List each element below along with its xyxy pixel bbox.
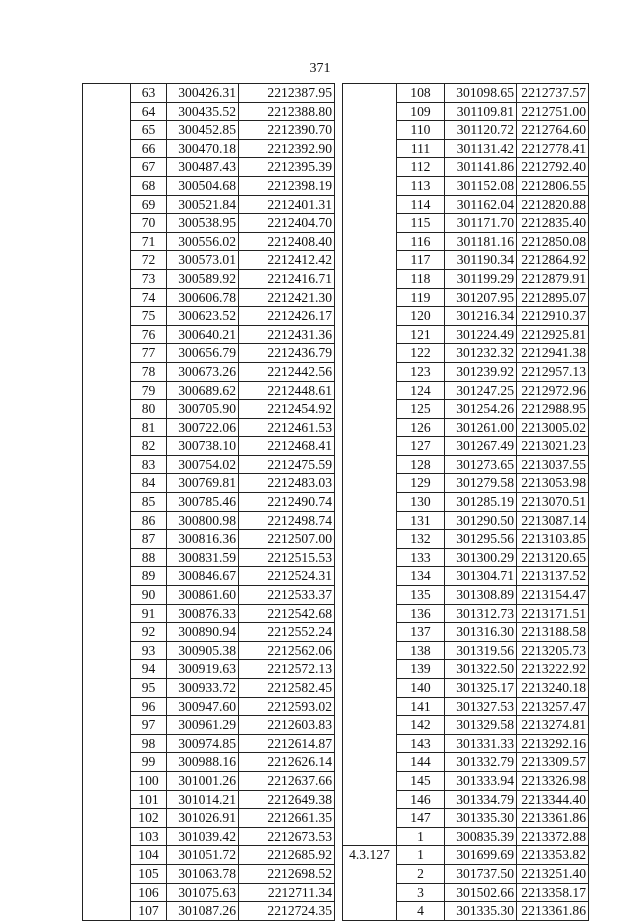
point-number: 72 — [131, 251, 167, 270]
x-coordinate: 301063.78 — [167, 864, 239, 883]
point-number: 130 — [397, 493, 445, 512]
point-number: 75 — [131, 307, 167, 326]
x-coordinate: 300722.06 — [167, 418, 239, 437]
point-number: 96 — [131, 697, 167, 716]
point-number: 114 — [397, 195, 445, 214]
y-coordinate: 2212925.81 — [517, 325, 589, 344]
y-coordinate: 2212864.92 — [517, 251, 589, 270]
y-coordinate: 2213361.86 — [517, 902, 589, 921]
y-coordinate: 2212395.39 — [239, 158, 335, 177]
point-number: 147 — [397, 809, 445, 828]
point-number: 144 — [397, 753, 445, 772]
x-coordinate: 300452.85 — [167, 121, 239, 140]
y-coordinate: 2212603.83 — [239, 716, 335, 735]
point-number: 78 — [131, 362, 167, 381]
x-coordinate: 300754.02 — [167, 455, 239, 474]
point-number: 94 — [131, 660, 167, 679]
y-coordinate: 2213070.51 — [517, 493, 589, 512]
x-coordinate: 300835.39 — [445, 827, 517, 846]
x-coordinate: 301502.66 — [445, 883, 517, 902]
x-coordinate: 301699.69 — [445, 846, 517, 865]
point-number: 66 — [131, 139, 167, 158]
y-coordinate: 2212957.13 — [517, 362, 589, 381]
x-coordinate: 300673.26 — [167, 362, 239, 381]
page-number: 371 — [309, 61, 331, 76]
y-coordinate: 2212404.70 — [239, 214, 335, 233]
coordinate-table-right — [342, 83, 589, 921]
point-number: 113 — [397, 176, 445, 195]
point-number: 117 — [397, 251, 445, 270]
y-coordinate: 2212820.88 — [517, 195, 589, 214]
point-number: 64 — [131, 102, 167, 121]
point-number: 142 — [397, 716, 445, 735]
x-coordinate: 300947.60 — [167, 697, 239, 716]
point-number: 101 — [131, 790, 167, 809]
x-coordinate: 301190.34 — [445, 251, 517, 270]
y-coordinate: 2213188.58 — [517, 623, 589, 642]
point-number: 70 — [131, 214, 167, 233]
point-number: 136 — [397, 604, 445, 623]
y-coordinate: 2213005.02 — [517, 418, 589, 437]
point-number: 100 — [131, 771, 167, 790]
x-coordinate: 301247.25 — [445, 381, 517, 400]
y-coordinate: 2212552.24 — [239, 623, 335, 642]
y-coordinate: 2212468.41 — [239, 437, 335, 456]
y-coordinate: 2212448.61 — [239, 381, 335, 400]
point-number: 135 — [397, 586, 445, 605]
y-coordinate: 2212582.45 — [239, 679, 335, 698]
y-coordinate: 2212941.38 — [517, 344, 589, 363]
y-coordinate: 2212515.53 — [239, 548, 335, 567]
x-coordinate: 301014.21 — [167, 790, 239, 809]
point-number: 73 — [131, 269, 167, 288]
point-number: 146 — [397, 790, 445, 809]
point-number: 85 — [131, 493, 167, 512]
y-coordinate: 2213372.88 — [517, 827, 589, 846]
x-coordinate: 301239.92 — [445, 362, 517, 381]
x-coordinate: 301098.65 — [445, 84, 517, 103]
y-coordinate: 2212661.35 — [239, 809, 335, 828]
point-number: 98 — [131, 734, 167, 753]
point-number: 138 — [397, 641, 445, 660]
point-number: 118 — [397, 269, 445, 288]
y-coordinate: 2212910.37 — [517, 307, 589, 326]
x-coordinate: 300538.95 — [167, 214, 239, 233]
y-coordinate: 2213037.55 — [517, 455, 589, 474]
point-number: 1 — [397, 827, 445, 846]
x-coordinate: 300961.29 — [167, 716, 239, 735]
point-number: 129 — [397, 474, 445, 493]
x-coordinate: 301087.26 — [167, 902, 239, 921]
point-number: 92 — [131, 623, 167, 642]
y-coordinate: 2212562.06 — [239, 641, 335, 660]
y-coordinate: 2212412.42 — [239, 251, 335, 270]
x-coordinate: 300470.18 — [167, 139, 239, 158]
x-coordinate: 301319.56 — [445, 641, 517, 660]
y-coordinate: 2212461.53 — [239, 418, 335, 437]
y-coordinate: 2213344.40 — [517, 790, 589, 809]
y-coordinate: 2212426.17 — [239, 307, 335, 326]
y-coordinate: 2212533.37 — [239, 586, 335, 605]
x-coordinate: 300933.72 — [167, 679, 239, 698]
point-number: 123 — [397, 362, 445, 381]
point-number: 139 — [397, 660, 445, 679]
x-coordinate: 301109.81 — [445, 102, 517, 121]
y-coordinate: 2213358.17 — [517, 883, 589, 902]
table-row — [343, 84, 589, 103]
y-coordinate: 2212711.34 — [239, 883, 335, 902]
y-coordinate: 2212408.40 — [239, 232, 335, 251]
y-coordinate: 2213274.81 — [517, 716, 589, 735]
coordinate-table-left — [82, 83, 335, 921]
point-number: 67 — [131, 158, 167, 177]
point-number: 87 — [131, 530, 167, 549]
y-coordinate: 2212626.14 — [239, 753, 335, 772]
x-coordinate: 301304.71 — [445, 567, 517, 586]
y-coordinate: 2212431.36 — [239, 325, 335, 344]
point-number: 128 — [397, 455, 445, 474]
y-coordinate: 2213103.85 — [517, 530, 589, 549]
point-number: 140 — [397, 679, 445, 698]
section-cell — [343, 84, 397, 846]
point-number: 1 — [397, 846, 445, 865]
point-number: 88 — [131, 548, 167, 567]
point-number: 80 — [131, 400, 167, 419]
y-coordinate: 2212442.56 — [239, 362, 335, 381]
x-coordinate: 301224.49 — [445, 325, 517, 344]
x-coordinate: 300656.79 — [167, 344, 239, 363]
x-coordinate: 300988.16 — [167, 753, 239, 772]
x-coordinate: 301120.72 — [445, 121, 517, 140]
y-coordinate: 2212507.00 — [239, 530, 335, 549]
x-coordinate: 300974.85 — [167, 734, 239, 753]
point-number: 4 — [397, 902, 445, 921]
point-number: 84 — [131, 474, 167, 493]
y-coordinate: 2212724.35 — [239, 902, 335, 921]
point-number: 74 — [131, 288, 167, 307]
point-number: 91 — [131, 604, 167, 623]
y-coordinate: 2212436.79 — [239, 344, 335, 363]
point-number: 109 — [397, 102, 445, 121]
y-coordinate: 2212392.90 — [239, 139, 335, 158]
point-number: 115 — [397, 214, 445, 233]
x-coordinate: 301162.04 — [445, 195, 517, 214]
x-coordinate: 300831.59 — [167, 548, 239, 567]
y-coordinate: 2212387.95 — [239, 84, 335, 103]
x-coordinate: 301232.32 — [445, 344, 517, 363]
x-coordinate: 301290.50 — [445, 511, 517, 530]
y-coordinate: 2213240.18 — [517, 679, 589, 698]
point-number: 3 — [397, 883, 445, 902]
point-number: 126 — [397, 418, 445, 437]
x-coordinate: 301199.29 — [445, 269, 517, 288]
y-coordinate: 2212490.74 — [239, 493, 335, 512]
point-number: 121 — [397, 325, 445, 344]
point-number: 97 — [131, 716, 167, 735]
x-coordinate: 300905.38 — [167, 641, 239, 660]
y-coordinate: 2213053.98 — [517, 474, 589, 493]
point-number: 102 — [131, 809, 167, 828]
point-number: 90 — [131, 586, 167, 605]
point-number: 63 — [131, 84, 167, 103]
y-coordinate: 2213251.40 — [517, 864, 589, 883]
x-coordinate: 301329.58 — [445, 716, 517, 735]
x-coordinate: 301001.26 — [167, 771, 239, 790]
point-number: 124 — [397, 381, 445, 400]
x-coordinate: 300573.01 — [167, 251, 239, 270]
x-coordinate: 300876.33 — [167, 604, 239, 623]
point-number: 65 — [131, 121, 167, 140]
y-coordinate: 2212637.66 — [239, 771, 335, 790]
y-coordinate: 2212737.57 — [517, 84, 589, 103]
point-number: 110 — [397, 121, 445, 140]
x-coordinate: 301335.30 — [445, 902, 517, 921]
y-coordinate: 2213309.57 — [517, 753, 589, 772]
x-coordinate: 300816.36 — [167, 530, 239, 549]
y-coordinate: 2212401.31 — [239, 195, 335, 214]
y-coordinate: 2212835.40 — [517, 214, 589, 233]
point-number: 107 — [131, 902, 167, 921]
point-number: 122 — [397, 344, 445, 363]
x-coordinate: 301285.19 — [445, 493, 517, 512]
point-number: 127 — [397, 437, 445, 456]
x-coordinate: 301051.72 — [167, 846, 239, 865]
y-coordinate: 2212498.74 — [239, 511, 335, 530]
y-coordinate: 2212524.31 — [239, 567, 335, 586]
section-cell — [83, 84, 131, 921]
point-number: 137 — [397, 623, 445, 642]
y-coordinate: 2212388.80 — [239, 102, 335, 121]
x-coordinate: 301181.16 — [445, 232, 517, 251]
point-number: 77 — [131, 344, 167, 363]
y-coordinate: 2213361.86 — [517, 809, 589, 828]
y-coordinate: 2213257.47 — [517, 697, 589, 716]
point-number: 119 — [397, 288, 445, 307]
x-coordinate: 301039.42 — [167, 827, 239, 846]
y-coordinate: 2213120.65 — [517, 548, 589, 567]
point-number: 120 — [397, 307, 445, 326]
point-number: 103 — [131, 827, 167, 846]
x-coordinate: 300606.78 — [167, 288, 239, 307]
point-number: 125 — [397, 400, 445, 419]
point-number: 112 — [397, 158, 445, 177]
point-number: 116 — [397, 232, 445, 251]
x-coordinate: 301308.89 — [445, 586, 517, 605]
x-coordinate: 301207.95 — [445, 288, 517, 307]
x-coordinate: 301254.26 — [445, 400, 517, 419]
x-coordinate: 301322.50 — [445, 660, 517, 679]
x-coordinate: 301026.91 — [167, 809, 239, 828]
y-coordinate: 2212542.68 — [239, 604, 335, 623]
point-number: 134 — [397, 567, 445, 586]
section-id: 4.3.127 — [343, 846, 397, 920]
x-coordinate: 301335.30 — [445, 809, 517, 828]
x-coordinate: 301152.08 — [445, 176, 517, 195]
point-number: 81 — [131, 418, 167, 437]
x-coordinate: 301300.29 — [445, 548, 517, 567]
x-coordinate: 301171.70 — [445, 214, 517, 233]
x-coordinate: 300435.52 — [167, 102, 239, 121]
y-coordinate: 2212614.87 — [239, 734, 335, 753]
point-number: 86 — [131, 511, 167, 530]
point-number: 95 — [131, 679, 167, 698]
x-coordinate: 300861.60 — [167, 586, 239, 605]
y-coordinate: 2212778.41 — [517, 139, 589, 158]
y-coordinate: 2212850.08 — [517, 232, 589, 251]
x-coordinate: 300705.90 — [167, 400, 239, 419]
y-coordinate: 2212806.55 — [517, 176, 589, 195]
x-coordinate: 301737.50 — [445, 864, 517, 883]
x-coordinate: 300623.52 — [167, 307, 239, 326]
table-row — [343, 846, 589, 865]
x-coordinate: 300919.63 — [167, 660, 239, 679]
point-number: 145 — [397, 771, 445, 790]
y-coordinate: 2212390.70 — [239, 121, 335, 140]
x-coordinate: 301267.49 — [445, 437, 517, 456]
y-coordinate: 2213137.52 — [517, 567, 589, 586]
x-coordinate: 300504.68 — [167, 176, 239, 195]
y-coordinate: 2212972.96 — [517, 381, 589, 400]
x-coordinate: 300640.21 — [167, 325, 239, 344]
x-coordinate: 301279.58 — [445, 474, 517, 493]
x-coordinate: 300487.43 — [167, 158, 239, 177]
y-coordinate: 2213222.92 — [517, 660, 589, 679]
y-coordinate: 2212454.92 — [239, 400, 335, 419]
point-number: 2 — [397, 864, 445, 883]
y-coordinate: 2213205.73 — [517, 641, 589, 660]
x-coordinate: 301316.30 — [445, 623, 517, 642]
x-coordinate: 301333.94 — [445, 771, 517, 790]
x-coordinate: 301273.65 — [445, 455, 517, 474]
y-coordinate: 2213326.98 — [517, 771, 589, 790]
x-coordinate: 301312.73 — [445, 604, 517, 623]
x-coordinate: 300689.62 — [167, 381, 239, 400]
point-number: 99 — [131, 753, 167, 772]
y-coordinate: 2212792.40 — [517, 158, 589, 177]
x-coordinate: 301331.33 — [445, 734, 517, 753]
point-number: 133 — [397, 548, 445, 567]
y-coordinate: 2213171.51 — [517, 604, 589, 623]
y-coordinate: 2212685.92 — [239, 846, 335, 865]
x-coordinate: 300800.98 — [167, 511, 239, 530]
point-number: 83 — [131, 455, 167, 474]
y-coordinate: 2212398.19 — [239, 176, 335, 195]
y-coordinate: 2212483.03 — [239, 474, 335, 493]
x-coordinate: 300521.84 — [167, 195, 239, 214]
point-number: 79 — [131, 381, 167, 400]
x-coordinate: 301075.63 — [167, 883, 239, 902]
x-coordinate: 300589.92 — [167, 269, 239, 288]
point-number: 76 — [131, 325, 167, 344]
point-number: 69 — [131, 195, 167, 214]
x-coordinate: 301332.79 — [445, 753, 517, 772]
y-coordinate: 2212879.91 — [517, 269, 589, 288]
x-coordinate: 300426.31 — [167, 84, 239, 103]
x-coordinate: 300785.46 — [167, 493, 239, 512]
x-coordinate: 301261.00 — [445, 418, 517, 437]
x-coordinate: 301325.17 — [445, 679, 517, 698]
point-number: 104 — [131, 846, 167, 865]
x-coordinate: 301131.42 — [445, 139, 517, 158]
point-number: 108 — [397, 84, 445, 103]
y-coordinate: 2213087.14 — [517, 511, 589, 530]
point-number: 89 — [131, 567, 167, 586]
point-number: 68 — [131, 176, 167, 195]
y-coordinate: 2213154.47 — [517, 586, 589, 605]
y-coordinate: 2212475.59 — [239, 455, 335, 474]
y-coordinate: 2212673.53 — [239, 827, 335, 846]
y-coordinate: 2212895.07 — [517, 288, 589, 307]
x-coordinate: 300846.67 — [167, 567, 239, 586]
point-number: 82 — [131, 437, 167, 456]
point-number: 141 — [397, 697, 445, 716]
y-coordinate: 2212988.95 — [517, 400, 589, 419]
x-coordinate: 300556.02 — [167, 232, 239, 251]
y-coordinate: 2212416.71 — [239, 269, 335, 288]
point-number: 106 — [131, 883, 167, 902]
x-coordinate: 301334.79 — [445, 790, 517, 809]
x-coordinate: 300738.10 — [167, 437, 239, 456]
y-coordinate: 2212751.00 — [517, 102, 589, 121]
y-coordinate: 2212572.13 — [239, 660, 335, 679]
point-number: 71 — [131, 232, 167, 251]
y-coordinate: 2212593.02 — [239, 697, 335, 716]
x-coordinate: 301327.53 — [445, 697, 517, 716]
x-coordinate: 301295.56 — [445, 530, 517, 549]
y-coordinate: 2212649.38 — [239, 790, 335, 809]
y-coordinate: 2212698.52 — [239, 864, 335, 883]
point-number: 111 — [397, 139, 445, 158]
y-coordinate: 2213021.23 — [517, 437, 589, 456]
point-number: 93 — [131, 641, 167, 660]
point-number: 143 — [397, 734, 445, 753]
x-coordinate: 301216.34 — [445, 307, 517, 326]
x-coordinate: 301141.86 — [445, 158, 517, 177]
point-number: 131 — [397, 511, 445, 530]
point-number: 132 — [397, 530, 445, 549]
x-coordinate: 300890.94 — [167, 623, 239, 642]
point-number: 105 — [131, 864, 167, 883]
x-coordinate: 300769.81 — [167, 474, 239, 493]
y-coordinate: 2212421.30 — [239, 288, 335, 307]
y-coordinate: 2213292.16 — [517, 734, 589, 753]
y-coordinate: 2212764.60 — [517, 121, 589, 140]
y-coordinate: 2213353.82 — [517, 846, 589, 865]
table-row — [83, 84, 335, 103]
